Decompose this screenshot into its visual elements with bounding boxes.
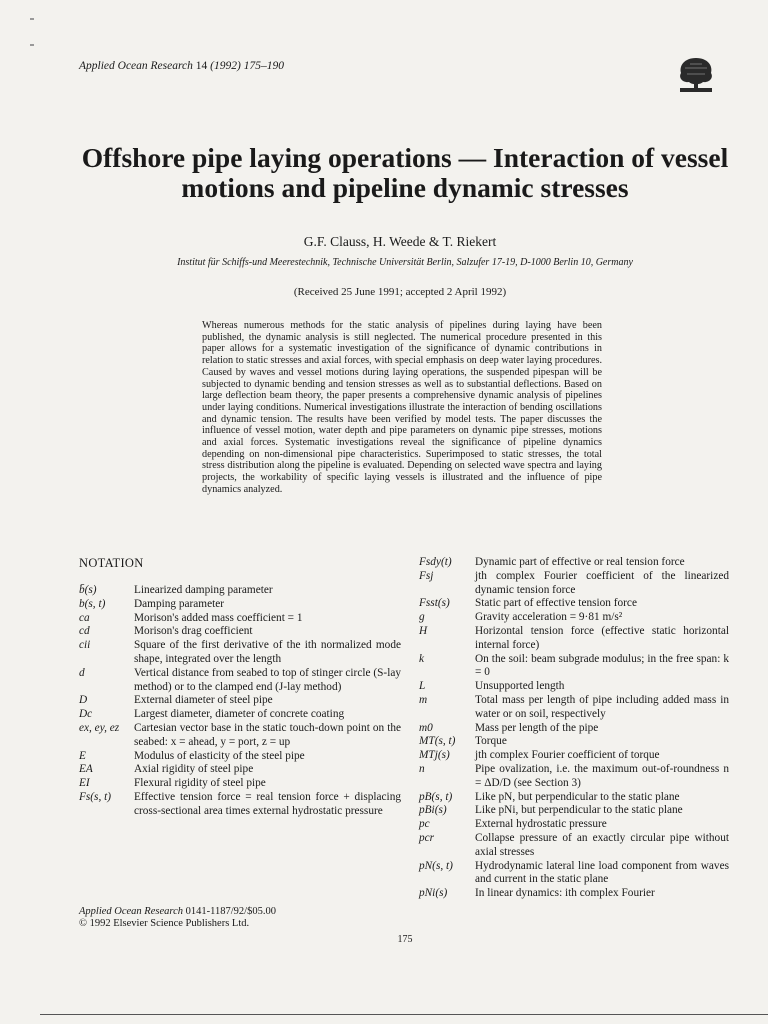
notation-definition: Linearized damping parameter [134, 584, 273, 596]
notation-symbol: b(s, t) [79, 597, 106, 610]
notation-entry [79, 598, 401, 612]
notation-entry [419, 763, 729, 791]
notation-entry [79, 791, 401, 819]
notation-entry [79, 667, 401, 695]
notation-definition: Total mass per length of pipe including added mass in water or on soil, respectively [475, 693, 729, 720]
abstract: Whereas numerous methods for the static analysis of pipelines during laying have been published, the dynamic analysis is still neglected. The numerical procedure presented in this paper allows for a systematic investigation of the significance of dynamic contributions in relation to static stresses and axial forces, with special emphasis on deep water laying procedures. Caused by waves and vessel motions during laying operations, the suspended pipespan will be subjected to dynamic bending and tension stresses as well as to substantial deflections. Based on large deflection beam theory, the paper presents a comprehensive dynamic analysis of pipelines under laying conditions. Numerical investigations illustrate the interaction of bending oscillations and dynamic tension. The results have been verified by model tests. The paper discusses the influence of vessel motion, water depth and pipe parameters on dynamic pipe stresses, motions and axial forces. Systematic investigations reveal the significance of pipeline dynamics depending on non-dimensional pipe characteristics. Superimposed to static stresses, the total stress distribution along the pipeline is evaluated. Depending on selected wave spectra and laying projects, the workability of specific laying vessels is illustrated and the influence of pipe dynamics analyzed. [202, 320, 602, 495]
paper-authors: G.F. Clauss, H. Weede & T. Riekert [303, 234, 497, 249]
journal-volume: 14 [195, 60, 208, 72]
notation-entry [419, 680, 729, 694]
notation-definition: Unsupported length [475, 680, 565, 693]
notation-symbol: Fs(s, t) [79, 790, 112, 803]
received-dates: (Received 25 June 1991; accepted 2 April 1992) [293, 286, 507, 298]
notation-symbol: d [79, 666, 85, 679]
footer-copyright: © 1992 Elsevier Science Publishers Ltd. [79, 918, 250, 929]
notation-entry [419, 653, 729, 681]
notation-left-column [79, 584, 401, 819]
notation-entry [419, 694, 729, 722]
notation-definition: Morison's added mass coefficient = 1 [134, 611, 303, 624]
notation-entry [419, 860, 729, 888]
notation-definition: Collapse pressure of an exactly circular pipe without axial stresses [475, 831, 729, 858]
notation-definition: Mass per length of the pipe [475, 721, 599, 734]
notation-definition: Axial rigidity of steel pipe [134, 763, 254, 776]
notation-symbol: Fsst(s) [419, 597, 450, 610]
journal-name: Applied Ocean Research [79, 60, 193, 72]
notation-symbol: Fsj [419, 569, 434, 582]
notation-entry [79, 763, 401, 777]
notation-definition: Pipe ovalization, i.e. the maximum out-of-roundness n = ΔD/D (see Section 3) [475, 762, 729, 789]
notation-entry [79, 639, 401, 667]
notation-symbol: EI [79, 777, 90, 790]
notation-definition: External hydrostatic pressure [475, 818, 607, 831]
notation-entry [419, 625, 729, 653]
notation-entry [419, 749, 729, 763]
notation-entry [419, 735, 729, 749]
notation-definition: Flexural rigidity of steel pipe [134, 777, 266, 790]
notation-symbol: Dc [79, 708, 93, 721]
notation-definition: Cartesian vector base in the static touch-down point on the seabed: x = ahead, y = port, z = up [134, 721, 401, 748]
notation-definition: Vertical distance from seabed to top of stinger circle (S-lay method) or to the clamped end (J-lay method) [134, 666, 401, 693]
notation-symbol: E [79, 749, 86, 762]
publisher-tree-logo [676, 52, 716, 94]
notation-entry [419, 791, 729, 805]
notation-entry [419, 722, 729, 736]
notation-definition: Damping parameter [134, 597, 225, 610]
journal-year-pages: (1992) 175–190 [210, 60, 284, 72]
notation-definition: Horizontal tension force (effective static horizontal internal force) [475, 624, 729, 651]
notation-symbol: D [79, 694, 88, 707]
scan-speck [30, 44, 34, 46]
notation-entry [79, 722, 401, 750]
notation-symbol: EA [79, 763, 93, 776]
notation-symbol: pB(s, t) [419, 790, 453, 803]
notation-entry [79, 625, 401, 639]
notation-entry [419, 556, 729, 570]
notation-symbol: g [419, 611, 425, 624]
notation-definition: Largest diameter, diameter of concrete coating [134, 708, 345, 721]
notation-entry [79, 708, 401, 722]
footer-journal: Applied Ocean Research [79, 906, 183, 917]
notation-definition: On the soil: beam subgrade modulus; in the free span: k = 0 [475, 652, 729, 679]
notation-symbol: ca [79, 611, 90, 624]
copyright-footer [79, 906, 276, 930]
notation-symbol: pcr [419, 831, 435, 844]
notation-entry [79, 750, 401, 764]
notation-definition: jth complex Fourier coefficient of the linearized dynamic tension force [475, 569, 729, 596]
journal-reference [79, 60, 284, 72]
notation-definition: Like pN, but perpendicular to the static plane [475, 790, 680, 803]
notation-definition: Like pNi, but perpendicular to the static plane [475, 804, 683, 817]
notation-definition: Static part of effective tension force [475, 597, 637, 610]
notation-entry [419, 804, 729, 818]
notation-entry [419, 597, 729, 611]
scan-speck [30, 18, 34, 20]
notation-entry [79, 584, 401, 598]
notation-heading: NOTATION [79, 556, 144, 570]
notation-symbol: pNi(s) [419, 887, 448, 900]
notation-symbol: pc [419, 818, 430, 831]
notation-symbol: cii [79, 639, 91, 652]
page-number: 175 [397, 934, 413, 945]
notation-entry [79, 694, 401, 708]
notation-entry [419, 818, 729, 832]
notation-symbol: L [419, 680, 426, 693]
notation-entry [79, 612, 401, 626]
notation-definition: Dynamic part of effective or real tension force [475, 556, 685, 568]
notation-symbol: MTj(s) [419, 749, 450, 762]
notation-symbol: Fsdy(t) [419, 556, 452, 568]
bottom-rule [40, 1014, 768, 1015]
footer-code: 0141-1187/92/$05.00 [185, 906, 276, 917]
notation-symbol: pN(s, t) [419, 859, 453, 872]
notation-entry [419, 887, 729, 901]
notation-symbol: pBi(s) [419, 804, 447, 817]
notation-definition: Effective tension force = real tension force + displacing cross-sectional area times external hydrostatic pressure [134, 790, 401, 817]
notation-symbol: m0 [419, 721, 433, 734]
notation-entry [419, 611, 729, 625]
notation-symbol: b̄(s) [79, 584, 97, 596]
author-affiliation: Institut für Schiffs-und Meerestechnik, Technische Universität Berlin, Salzufer 17-19, D-1000 Berlin 10, Germany [177, 257, 633, 268]
notation-definition: jth complex Fourier coefficient of torque [475, 749, 660, 762]
notation-definition: Gravity acceleration = 9·81 m/s² [475, 611, 623, 624]
notation-symbol: H [419, 624, 428, 637]
notation-definition: Square of the first derivative of the ith normalized mode shape, integrated over the length [134, 639, 401, 665]
notation-entry [419, 832, 729, 860]
notation-definition: Hydrodynamic lateral line load component from waves and current in the static plane [475, 859, 729, 886]
notation-symbol: k [419, 652, 425, 665]
notation-entry [79, 777, 401, 791]
notation-symbol: MT(s, t) [419, 735, 456, 748]
paper-title: Offshore pipe laying operations — Interaction of vessel motions and pipeline dynamic stresses [81, 142, 729, 203]
notation-entry [419, 570, 729, 598]
notation-right-column [419, 556, 729, 901]
notation-symbol: n [419, 762, 425, 775]
notation-definition: Torque [475, 735, 507, 748]
notation-definition: Modulus of elasticity of the steel pipe [134, 749, 305, 762]
notation-definition: In linear dynamics: ith complex Fourier [475, 887, 655, 900]
notation-definition: External diameter of steel pipe [134, 694, 273, 707]
notation-symbol: cd [79, 625, 90, 638]
notation-definition: Morison's drag coefficient [134, 625, 253, 638]
notation-symbol: m [419, 693, 428, 706]
notation-symbol: ex, ey, ez [79, 721, 120, 734]
